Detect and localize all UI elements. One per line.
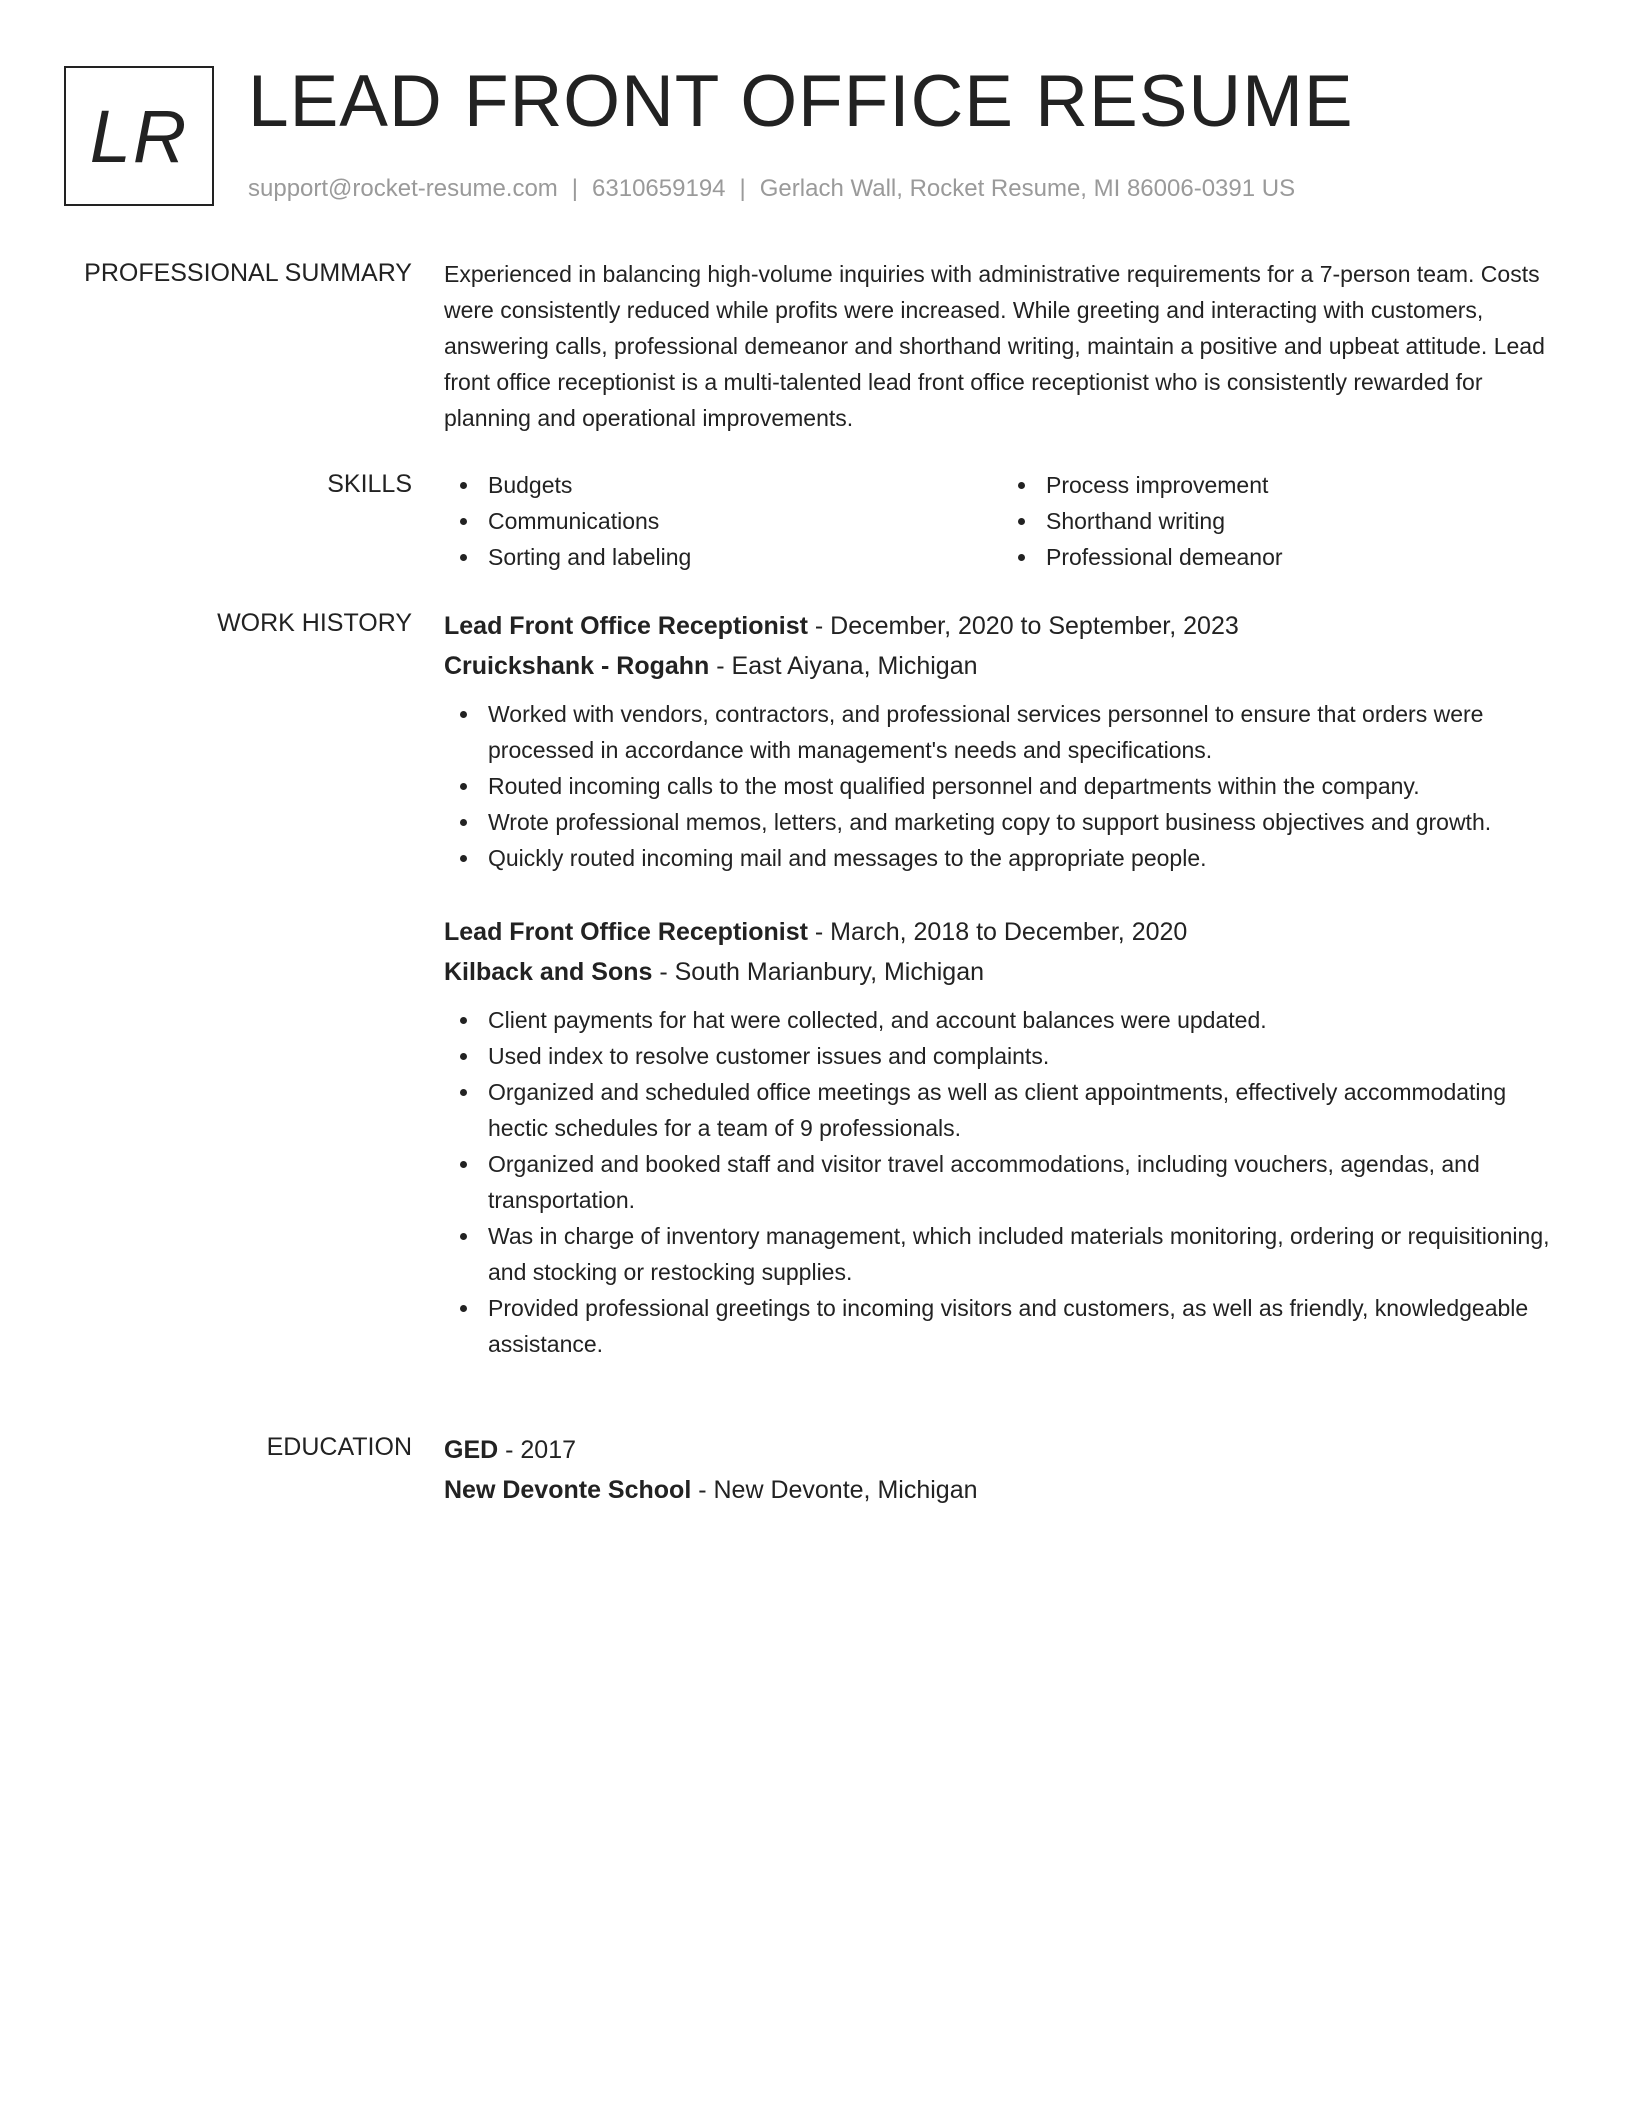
job-company-line	[444, 646, 1560, 686]
education-degree: GED	[444, 1436, 499, 1464]
contact-email[interactable]: support@rocket-resume.com	[248, 175, 558, 202]
education-degree-line	[444, 1430, 1560, 1470]
summary-body	[444, 256, 1560, 436]
job-bullet: Used index to resolve customer issues and complaints.	[488, 1038, 1560, 1074]
skill-item: Communications	[488, 503, 1002, 539]
skill-item: Process improvement	[1046, 467, 1560, 503]
job-title: Lead Front Office Receptionist	[444, 612, 808, 640]
skills-body	[444, 467, 1560, 575]
contact-line	[248, 172, 1295, 206]
job-bullets	[444, 696, 1560, 876]
job-dates: - December, 2020 to September, 2023	[807, 612, 1239, 640]
job-bullet: Was in charge of inventory management, which included materials monitoring, ordering or requisitioning, and stocking or restocking supplies.	[488, 1218, 1560, 1290]
job-location: - East Aiyana, Michigan	[709, 652, 978, 680]
skills-grid	[444, 467, 1560, 575]
job-title-line	[444, 606, 1560, 646]
contact-separator: |	[739, 175, 746, 202]
job-company: Cruickshank - Rogahn	[444, 652, 710, 680]
education-school-line	[444, 1470, 1560, 1510]
job-title-line	[444, 912, 1560, 952]
job-bullet: Organized and scheduled office meetings as well as client appointments, effectively accommodating hectic schedules for a team of 9 professionals.	[488, 1074, 1560, 1146]
contact-phone[interactable]: 6310659194	[592, 175, 726, 202]
job-dates: - March, 2018 to December, 2020	[807, 918, 1188, 946]
education-year: - 2017	[498, 1436, 577, 1464]
job-entry	[444, 912, 1560, 1362]
job-company: Kilback and Sons	[444, 958, 653, 986]
job-bullet: Worked with vendors, contractors, and professional services personnel to ensure that orders were processed in accordance with management's needs and specifications.	[488, 696, 1560, 768]
education-location: - New Devonte, Michigan	[691, 1476, 978, 1504]
work-history-body	[444, 606, 1560, 1362]
education-school: New Devonte School	[444, 1476, 692, 1504]
contact-address: Gerlach Wall, Rocket Resume, MI 86006-0391 US	[759, 175, 1296, 202]
job-bullets	[444, 1002, 1560, 1362]
job-bullet: Organized and booked staff and visitor travel accommodations, including vouchers, agendas, and transportation.	[488, 1146, 1560, 1218]
job-company-line	[444, 952, 1560, 992]
job-title: Lead Front Office Receptionist	[444, 918, 808, 946]
section-label-education: EDUCATION	[266, 1433, 412, 1461]
job-bullet: Provided professional greetings to incoming visitors and customers, as well as friendly, knowledgeable assistance.	[488, 1290, 1560, 1362]
monogram-logo: LR	[64, 66, 214, 206]
section-label-skills: SKILLS	[327, 470, 412, 498]
job-location: - South Marianbury, Michigan	[652, 958, 985, 986]
job-bullet: Client payments for hat were collected, and account balances were updated.	[488, 1002, 1560, 1038]
job-bullet: Quickly routed incoming mail and messages to the appropriate people.	[488, 840, 1560, 876]
section-label-summary: PROFESSIONAL SUMMARY	[84, 259, 412, 287]
section-label-work-history: WORK HISTORY	[217, 609, 412, 637]
skills-list-right	[1002, 467, 1560, 575]
skill-item: Sorting and labeling	[488, 539, 1002, 575]
education-body	[444, 1430, 1560, 1510]
job-bullet: Routed incoming calls to the most qualified personnel and departments within the company.	[488, 768, 1560, 804]
skill-item: Professional demeanor	[1046, 539, 1560, 575]
job-bullet: Wrote professional memos, letters, and marketing copy to support business objectives and growth.	[488, 804, 1560, 840]
skills-list-left	[444, 467, 1002, 575]
summary-text: Experienced in balancing high-volume inquiries with administrative requirements for a 7-person team. Costs were consistently reduced while profits were increased. While greeting and interacting with customers, answering calls, professional demeanor and shorthand writing, maintain a positive and upbeat attitude. Lead front office receptionist is a multi-talented lead front office receptionist who is consistently rewarded for planning and operational improvements.	[444, 261, 1545, 431]
resume-title: LEAD FRONT OFFICE RESUME	[248, 61, 1354, 142]
skill-item: Budgets	[488, 467, 1002, 503]
contact-separator: |	[571, 175, 579, 202]
skill-item: Shorthand writing	[1046, 503, 1560, 539]
job-entry	[444, 606, 1560, 876]
